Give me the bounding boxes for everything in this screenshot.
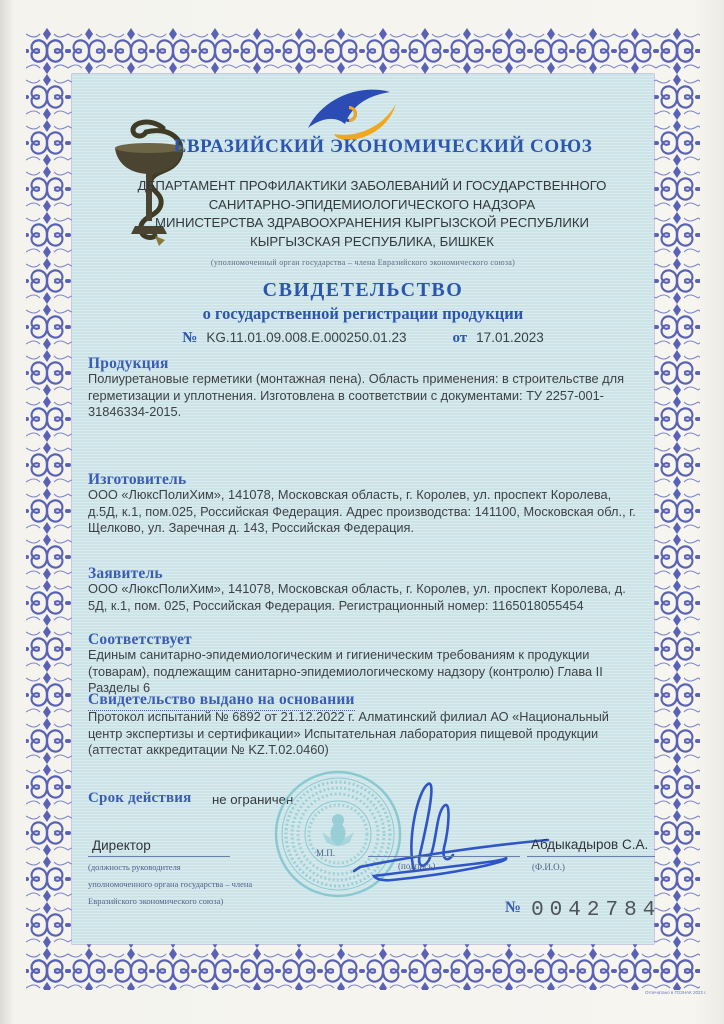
authority-line: САНИТАРНО-ЭПИДЕМИОЛОГИЧЕСКОГО НАДЗОРА	[208, 196, 536, 212]
authority-line: КЫРГЫЗСКАЯ РЕСПУБЛИКА, БИШКЕК	[250, 233, 494, 249]
authority-line: ДЕПАРТАМЕНТ ПРОФИЛАКТИКИ ЗАБОЛЕВАНИЙ И ГОСУДАРСТВЕННОГО	[137, 178, 607, 193]
registration-number-line	[72, 330, 654, 347]
eaeu-logo-icon	[300, 84, 404, 140]
blank-serial-number	[505, 899, 661, 922]
document-title: СВИДЕТЕЛЬСТВО	[262, 279, 464, 301]
position-note-line: Евразийского экономического союза)	[88, 896, 224, 906]
section-text-product: Полиуретановые герметики (монтажная пена). Область применения: в строительстве для герметизации и уплотнения. Изготовлена в соответствии с документами: ТУ 2257-001-31846334-2015.	[88, 371, 625, 420]
stamp-place-label: М.П.	[316, 848, 336, 858]
handwritten-signature	[352, 770, 562, 882]
position-value: Директор	[92, 838, 151, 853]
number-sign: №	[182, 330, 198, 346]
name-caption: (Ф.И.О.)	[532, 862, 565, 872]
document-subtitle: о государственной регистрации продукции	[202, 304, 524, 323]
section-text-applicant: ООО «ЛюксПолиХим», 141078, Московская область, г. Королев, ул. проспект Королева, д. 5Д, к.1, пом. 025, Российская Федерация. Регистрационный номер: 1165018055454	[88, 581, 626, 613]
section-label-applicant: Заявитель	[88, 565, 163, 582]
authority-note: (уполномоченный орган государства – члена Евразийского экономического союза)	[210, 258, 516, 267]
section-label-product: Продукция	[88, 355, 169, 372]
position-note-line: (должность руководителя	[88, 862, 181, 872]
section-label-basis: Свидетельство выдано на основании	[88, 691, 355, 711]
authority-name	[92, 177, 652, 251]
name-underline	[527, 856, 655, 857]
serial-number-digits: 0042784	[531, 899, 662, 922]
section-text-conformity: Единым санитарно-эпидемиологическим и гигиеническим требованиям к продукции (товарам), подлежащим санитарно-эпидемиологическому надзору (контролю) Глава II Разделы 6	[88, 647, 603, 696]
section-label-conformity: Соответствует	[88, 631, 192, 648]
date-label: от	[452, 330, 468, 346]
registration-number: KG.11.01.09.008.E.000250.01.23	[206, 330, 407, 345]
signature-caption: (подпись)	[398, 861, 436, 871]
signer-name: Абдыкадыров С.А.	[531, 837, 649, 852]
printer-mark: Отпечатано в ГОЗНАК 2022 г.	[645, 990, 707, 995]
validity-value: не ограничен	[212, 792, 294, 807]
registration-date: 17.01.2023	[476, 330, 544, 345]
section-label-manufacturer: Изготовитель	[88, 471, 187, 488]
position-underline	[88, 856, 230, 857]
authority-line: МИНИСТЕРСТВА ЗДРАВООХРАНЕНИЯ КЫРГЫЗСКОЙ РЕСПУБЛИКИ	[154, 215, 590, 230]
signature-underline	[368, 856, 520, 857]
section-text-basis: Протокол испытаний № 6892 от 21.12.2022 г. Алматинский филиал АО «Национальный центр экспертизы и сертификации» Испытательная лаборатория пищевой продукции (аттестат аккредитации № KZ.T.02.0460)	[88, 709, 609, 758]
section-label-validity: Срок действия	[88, 790, 192, 806]
section-text-manufacturer: ООО «ЛюксПолиХим», 141078, Московская область, г. Королев, ул. проспект Королева, д.5Д, к.1, пом.025, Российская Федерация. Адрес производства: 141100, Московская обл., г. Щелково, ул. Заречная д. 143, Российская Федерация.	[88, 487, 636, 536]
serial-number-sign: №	[505, 899, 522, 916]
position-note-line: уполномоченного органа государства – члена	[88, 879, 253, 889]
union-title: ЕВРАЗИЙСКИЙ ЭКОНОМИЧЕСКИЙ СОЮЗ	[173, 136, 593, 157]
